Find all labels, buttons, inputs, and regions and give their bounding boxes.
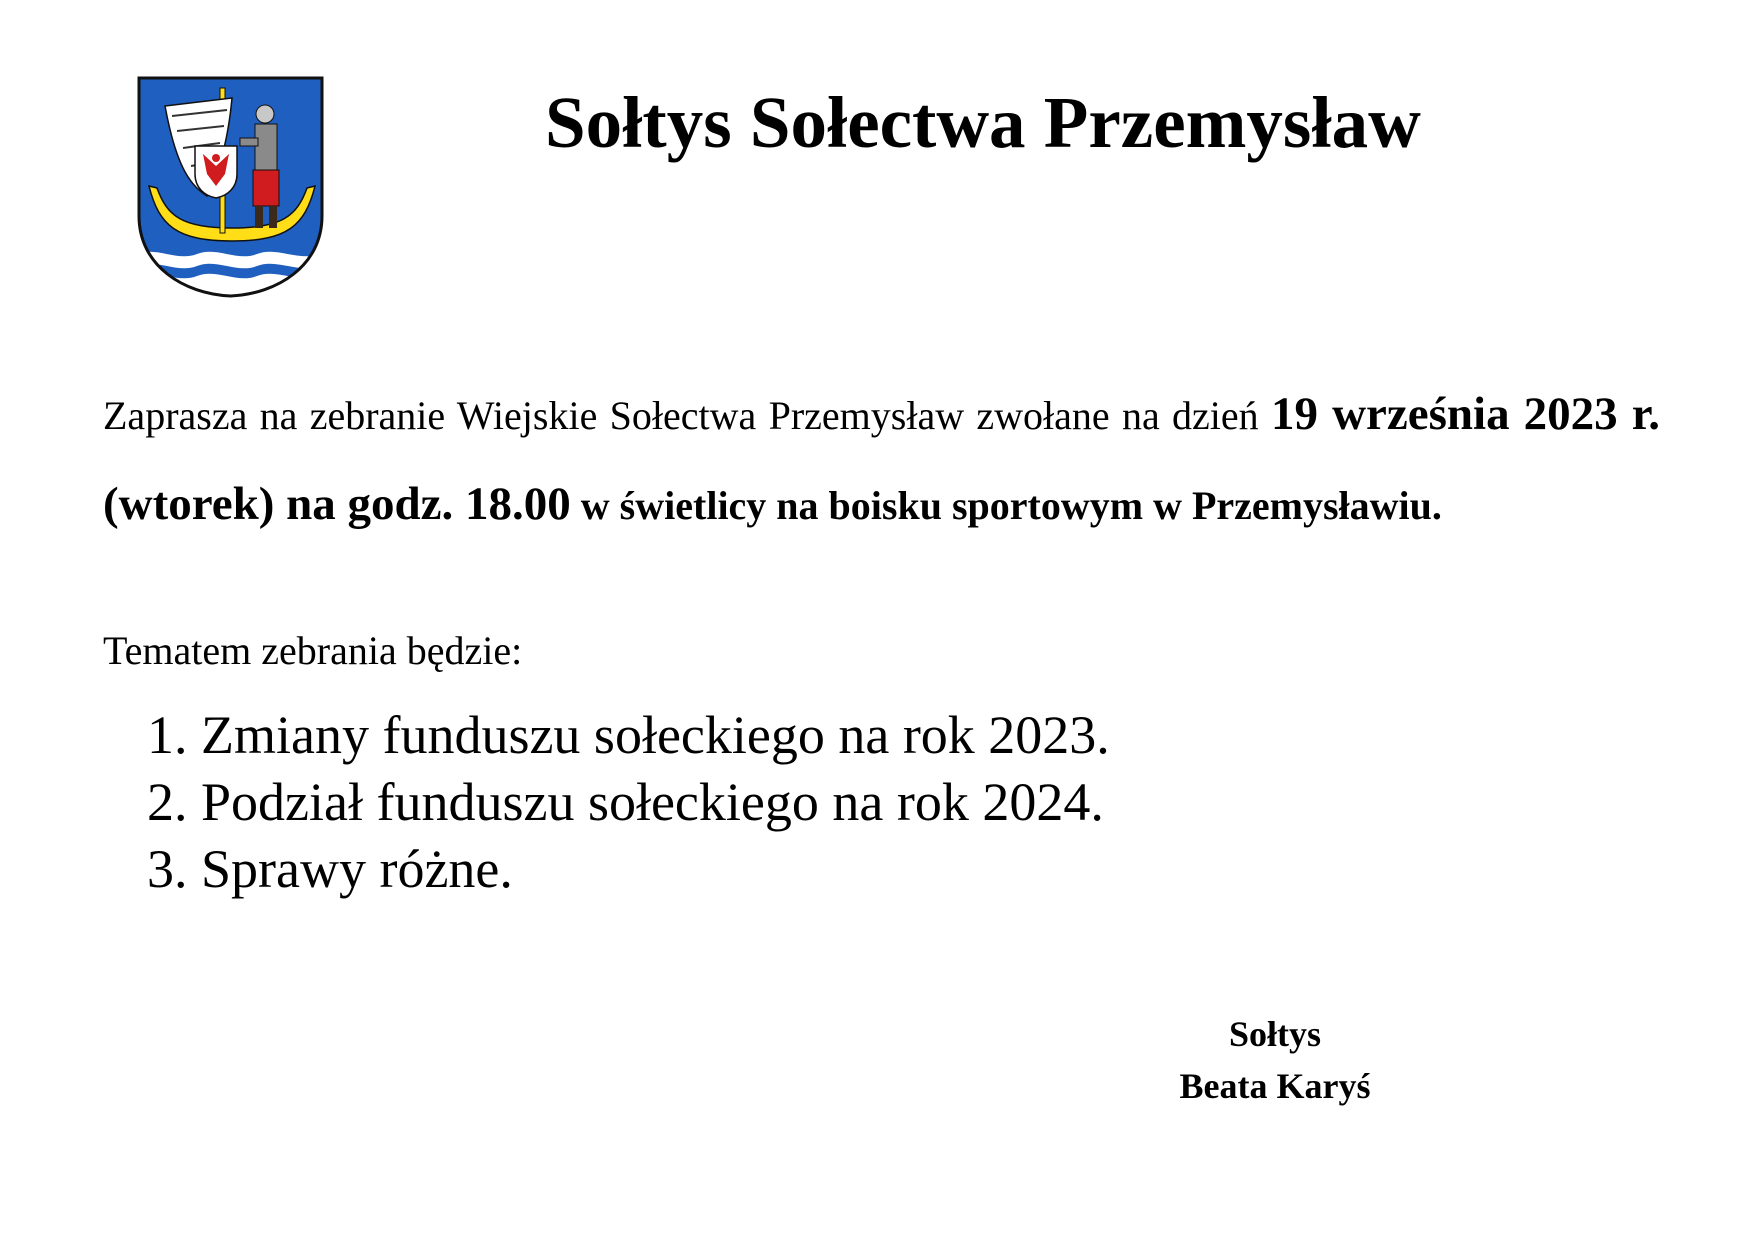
agenda-item bbox=[147, 836, 1110, 903]
invitation-intro: Zaprasza na zebranie Wiejskie Sołectwa Przemysław zwołane na dzień bbox=[103, 393, 1259, 438]
page-title: Sołtys Sołectwa Przemysław bbox=[545, 82, 1421, 163]
agenda-item-text: Zmiany funduszu sołeckiego na rok 2023. bbox=[201, 705, 1110, 765]
coat-of-arms-icon bbox=[137, 76, 324, 298]
agenda-item bbox=[147, 702, 1110, 769]
agenda-item-text: Podział funduszu sołeckiego na rok 2024. bbox=[201, 772, 1104, 832]
agenda-list bbox=[147, 702, 1110, 903]
agenda-item-number: 3. bbox=[147, 839, 188, 899]
invitation-paragraph bbox=[103, 370, 1660, 550]
signature-block bbox=[1150, 1008, 1400, 1112]
agenda-label: Tematem zebrania będzie: bbox=[103, 628, 523, 673]
signature-name: Beata Karyś bbox=[1179, 1066, 1371, 1106]
meeting-location: w świetlicy na boisku sportowym w Przemysławiu. bbox=[580, 483, 1442, 528]
meeting-date-time: 19 września 2023 r. (wtorek) na godz. 18.00 bbox=[103, 388, 1661, 530]
signature-role: Sołtys bbox=[1228, 1014, 1322, 1054]
agenda-item-number: 1. bbox=[147, 705, 188, 765]
agenda-item-number: 2. bbox=[147, 772, 188, 832]
agenda-item bbox=[147, 769, 1110, 836]
agenda-item-text: Sprawy różne. bbox=[201, 839, 513, 899]
